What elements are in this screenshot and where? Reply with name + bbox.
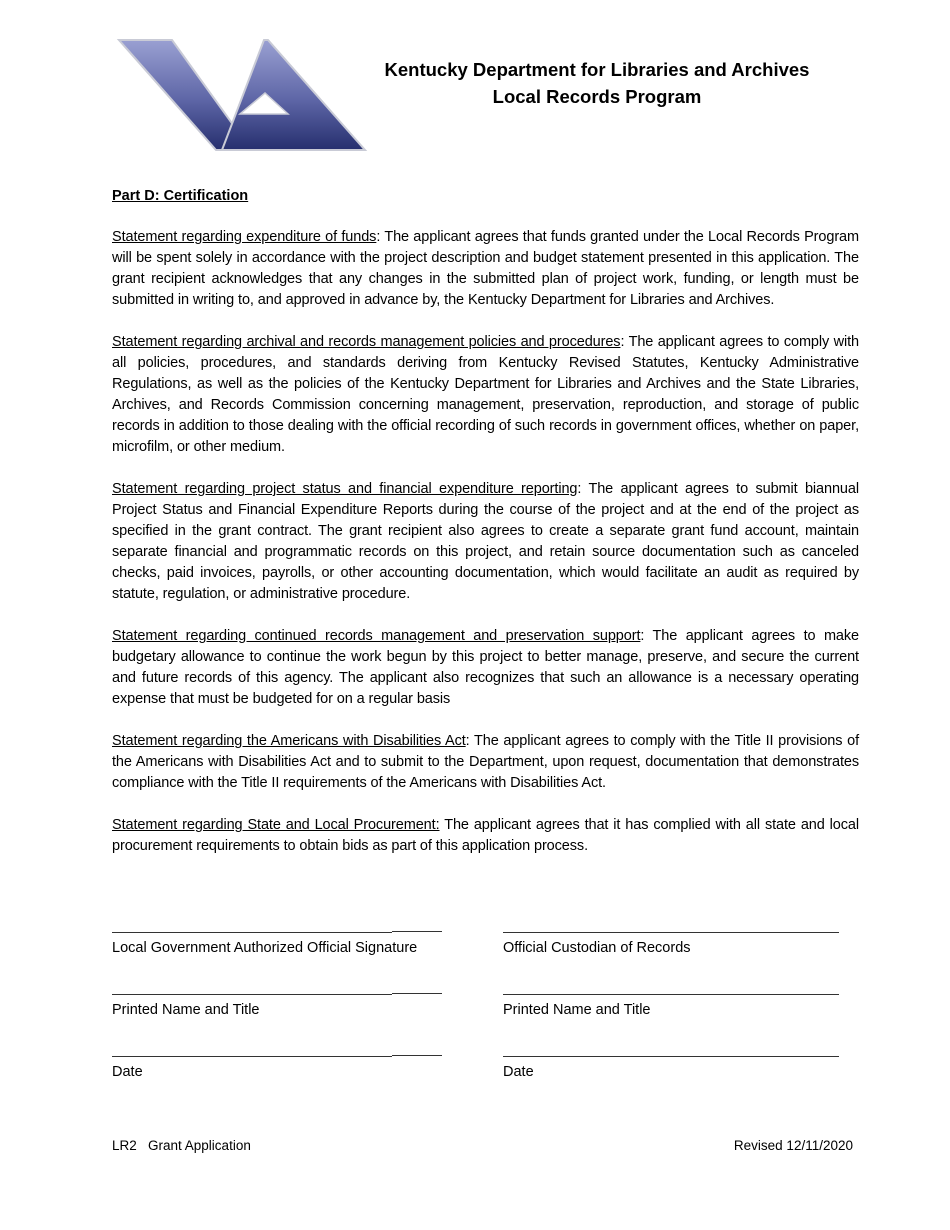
footer-revision-date: Revised 12/11/2020 [733,1138,853,1153]
statement-body: The applicant agrees that it has complied with all state and local procurement requirements to obtain bids as part of this application process. [112,817,859,854]
printed-name-label: Printed Name and Title [503,1002,651,1018]
printed-name-block-custodian [503,994,839,1020]
printed-name-row [112,994,842,1056]
statement-lead: Statement regarding project status and financial expenditure reporting [112,481,578,497]
kdla-logo-icon [116,38,368,153]
statement-body: : The applicant agrees to comply with all policies, procedures, and standards deriving from Kentucky Revised Statutes, Kentucky Administrative Regulations, as well as the policies of the Kentucky Department for Libraries and Archives and the State Libraries, Archives, and Records Commission concerning management, preservation, reproduction, and storage of public records in addition to those dealing with the official recording of such records in government offices, whether on paper, microfilm, or other medium. [112,334,859,455]
date-line[interactable] [503,1056,839,1057]
header-title-line-2: Local Records Program [492,86,702,107]
statement-archival-policies [112,332,859,458]
printed-name-line[interactable] [503,994,839,995]
signature-block-custodian [503,932,839,958]
kdla-logo-graphic [116,38,368,153]
date-line[interactable] [112,1056,392,1057]
section-heading: Part D: Certification [112,188,249,204]
signature-label: Official Custodian of Records [503,940,691,956]
date-line-extension [392,1055,442,1056]
statement-lead: Statement regarding State and Local Procurement: [112,817,440,833]
statement-body: : The applicant agrees that funds granted under the Local Records Program will be spent solely in accordance with the project description and budget statement presented in this application. The grant recipient acknowledges that any changes in the submitted plan of project work, funding, or length must be submitted in writing to, and approved in advance by, the Kentucky Department for Libraries and Archives. [112,229,859,308]
date-row [112,1056,842,1118]
signature-line-extension [392,931,442,932]
date-block-official [112,1056,442,1082]
statement-lead: Statement regarding expenditure of funds [112,229,377,245]
statement-continued-support [112,626,859,710]
statement-lead: Statement regarding archival and records management policies and procedures [112,334,621,350]
printed-name-block-official [112,994,442,1020]
printed-name-label: Printed Name and Title [112,1002,260,1018]
header-title-line-1: Kentucky Department for Libraries and Archives [384,59,810,80]
signature-line[interactable] [503,932,839,933]
statement-lead: Statement regarding continued records management and preservation support [112,628,641,644]
statement-body: : The applicant agrees to make budgetary allowance to continue the work begun by this project to better manage, preserve, and secure the current and future records of this agency. The applicant also recognizes that such an allowance is a necessary operating expense that must be budgeted for on a regular basis [112,628,860,707]
statement-ada [112,731,859,794]
signature-block-official [112,932,442,958]
date-label: Date [112,1064,143,1080]
statement-expenditure [112,227,859,311]
printed-name-line[interactable] [112,994,392,995]
signature-line[interactable] [112,932,392,933]
header-title [382,56,812,110]
printed-name-line-extension [392,993,442,994]
signature-section [112,932,842,1118]
signature-label: Local Government Authorized Official Signature [112,940,418,956]
statement-reporting [112,479,859,605]
certification-content [112,186,859,878]
statement-body: : The applicant agrees to comply with the Title II provisions of the Americans with Disabilities Act and to submit to the Department, upon request, documentation that demonstrates compliance with the Title II requirements of the Americans with Disabilities Act. [112,733,859,791]
statement-lead: Statement regarding the Americans with Disabilities Act [112,733,466,749]
date-block-custodian [503,1056,839,1082]
statement-body: : The applicant agrees to submit biannual Project Status and Financial Expenditure Reports during the course of the project and at the end of the project as specified in the grant contract. The grant recipient also agrees to create a separate grant fund account, maintain separate financial and programmatic records on this project, and retain source documentation such as canceled checks, paid invoices, payrolls, or other accounting documentation, which would facilitate an audit as required by statute, regulation, or administrative procedure. [112,481,859,602]
footer-form-id: LR2 Grant Application [112,1138,251,1153]
signature-row [112,932,842,994]
date-label: Date [503,1064,534,1080]
statement-procurement [112,815,859,857]
